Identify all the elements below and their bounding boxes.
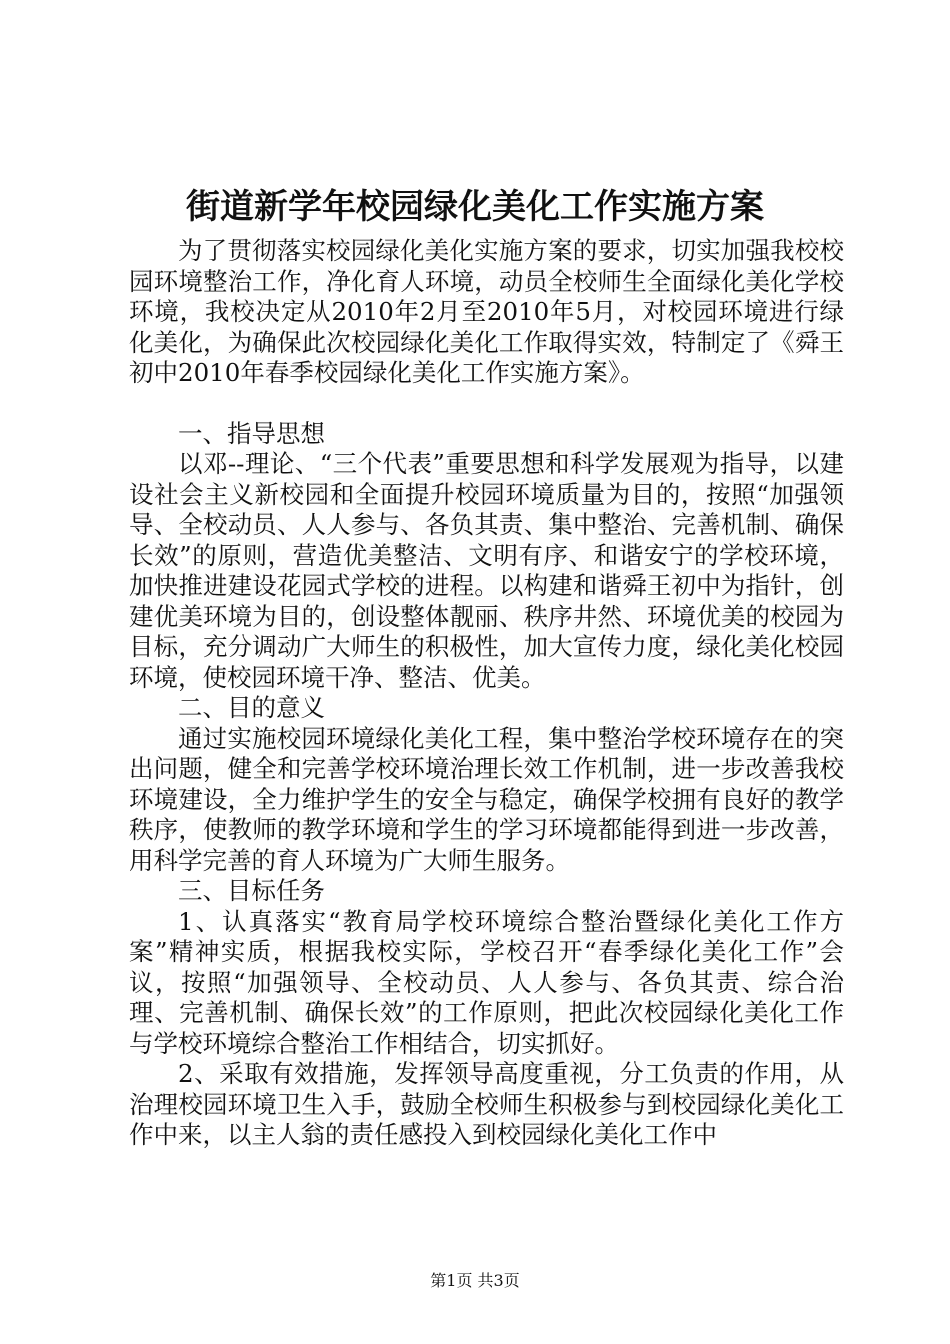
- goal-item-1: 1、认真落实“教育局学校环境综合整治暨绿化美化工作方案”精神实质，根据我校实际，学校召开“春季绿化美化工作”会议，按照“加强领导、全校动员、人人参与、各负其责、综合治理、完善机制、确保长效”的工作原则，把此次校园绿化美化工作与学校环境综合整治工作相结合，切实抓好。: [129, 906, 844, 1058]
- goal-item-2: 2、采取有效措施，发挥领导高度重视，分工负责的作用，从治理校园环境卫生入手，鼓励全校师生积极参与到校园绿化美化工作中来，以主人翁的责任感投入到校园绿化美化工作中: [129, 1059, 844, 1149]
- page-number-footer: 第1页 共3页: [430, 1271, 520, 1290]
- purpose-paragraph: 通过实施校园环境绿化美化工程，集中整治学校环境存在的突出问题，健全和完善学校环境治理长效工作机制，进一步改善我校环境建设，全力维护学生的安全与稳定，确保学校拥有良好的教学秩序，使教师的教学环境和学生的学习环境都能得到进一步改善，用科学完善的育人环境为广大师生服务。: [129, 723, 844, 875]
- section-heading-purpose: 二、目的意义: [178, 693, 325, 722]
- document-body: [129, 236, 844, 1151]
- intro-paragraph: 为了贯彻落实校园绿化美化实施方案的要求，切实加强我校校园环境整治工作，净化育人环境，动员全校师生全面绿化美化学校环境，我校决定从2010年2月至2010年5月，对校园环境进行绿化美化，为确保此次校园绿化美化工作取得实效，特制定了《舜王初中2010年春季校园绿化美化工作实施方案》。: [129, 236, 844, 387]
- section-heading-goals: 三、目标任务: [178, 876, 325, 905]
- guiding-ideology-paragraph: 以邓--理论、“三个代表”重要思想和科学发展观为指导，以建设社会主义新校园和全面提升校园环境质量为目的，按照“加强领导、全校动员、人人参与、各负其责、集中整治、完善机制、确保长效”的原则，营造优美整洁、文明有序、和谐安宁的学校环境，加快推进建设花园式学校的进程。以构建和谐舜王初中为指针，创建优美环境为目的，创设整体靓丽、秩序井然、环境优美的校园为目标，充分调动广大师生的积极性，加大宣传力度，绿化美化校园环境，使校园环境干净、整洁、优美。: [129, 449, 844, 692]
- document-title: 街道新学年校园绿化美化工作实施方案: [186, 187, 764, 227]
- section-heading-guiding-ideology: 一、指导思想: [178, 418, 325, 448]
